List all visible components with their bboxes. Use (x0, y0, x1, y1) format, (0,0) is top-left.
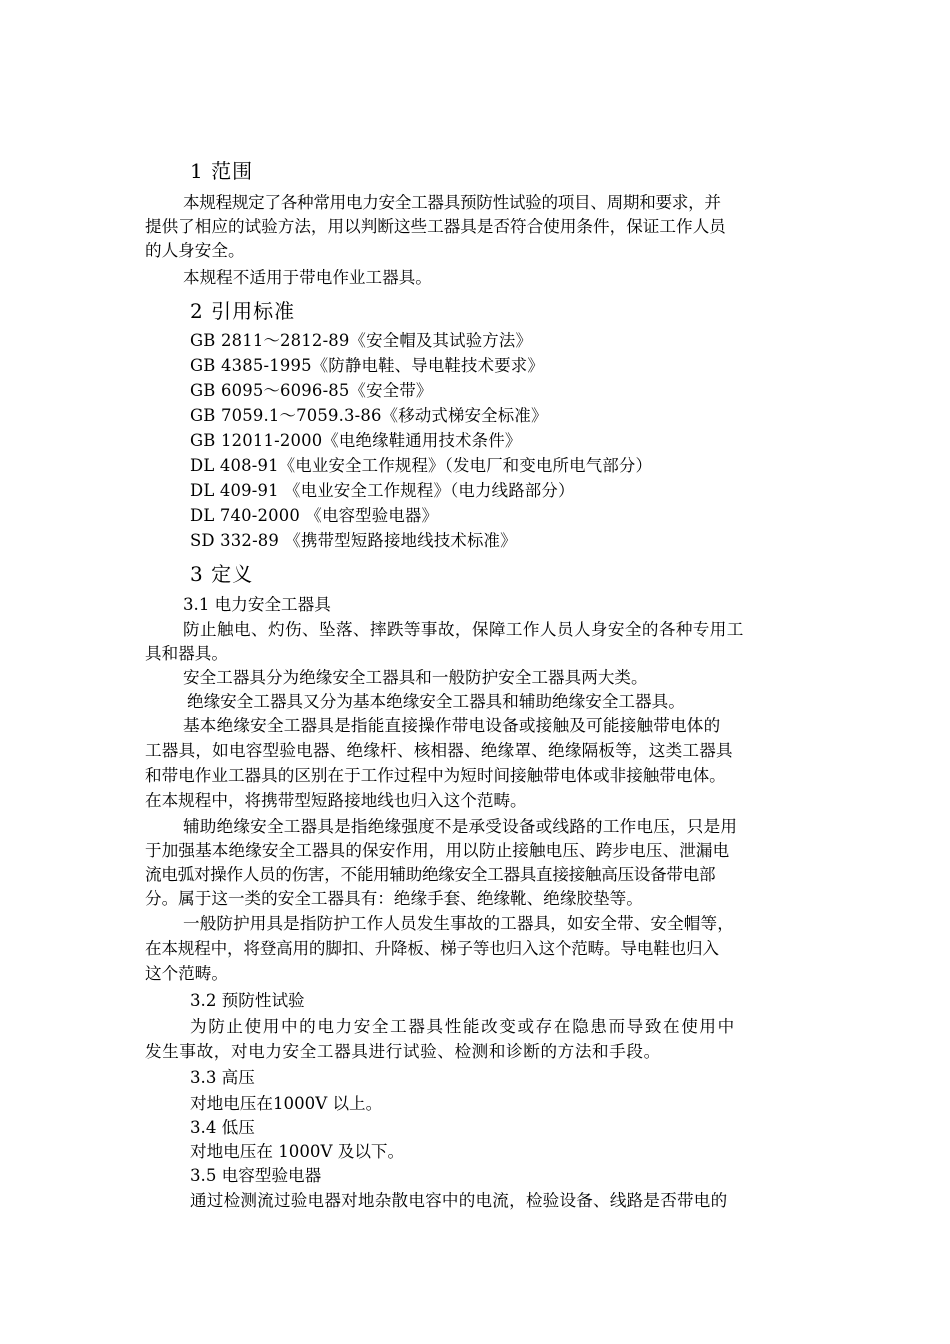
subsection-3-5-title: 3.5 电容型验电器 (190, 1166, 322, 1185)
paragraph-line: 在本规程中，将登高用的脚扣、升降板、梯子等也归入这个范畴。导电鞋也归入 (145, 939, 719, 958)
paragraph-line: 具和器具。 (145, 644, 228, 663)
paragraph-line: 和带电作业工器具的区别在于工作过程中为短时间接触带电体或非接触带电体。 (145, 766, 726, 785)
reference-item: DL 740-2000 《电容型验电器》 (190, 506, 439, 525)
paragraph-line: 分。属于这一类的安全工器具有：绝缘手套、绝缘靴、绝缘胶垫等。 (145, 889, 643, 908)
section-1-paragraph-line: 提供了相应的试验方法，用以判断这些工器具是否符合使用条件，保证工作人员 (145, 217, 726, 236)
section-1-heading: 1 范围 (190, 159, 254, 183)
paragraph-line: 于加强基本绝缘安全工器具的保安作用，用以防止接触电压、跨步电压、泄漏电 (145, 841, 730, 860)
paragraph: 安全工器具分为绝缘安全工器具和一般防护安全工器具两大类。 (183, 668, 648, 687)
reference-item: GB 6095～6096-85《安全带》 (190, 381, 433, 400)
subsection-3-2-title: 3.2 预防性试验 (190, 991, 305, 1010)
paragraph: 对地电压在 1000V 及以下。 (190, 1142, 405, 1161)
section-3-heading: 3 定义 (190, 562, 254, 586)
subsection-3-3-title: 3.3 高压 (190, 1068, 255, 1087)
paragraph-line: 防止触电、灼伤、坠落、摔跌等事故，保障工作人员人身安全的各种专用工 (183, 620, 744, 639)
section-1-paragraph-line: 的人身安全。 (145, 241, 245, 260)
section-2-heading: 2 引用标准 (190, 299, 296, 323)
reference-item: GB 2811～2812-89《安全帽及其试验方法》 (190, 331, 533, 350)
paragraph: 绝缘安全工器具又分为基本绝缘安全工器具和辅助绝缘安全工器具。 (187, 692, 685, 711)
paragraph-line: 这个范畴。 (145, 964, 228, 983)
section-1-paragraph-line: 本规程规定了各种常用电力安全工器具预防性试验的项目、周期和要求，并 (183, 193, 721, 212)
subsection-3-1-title: 3.1 电力安全工器具 (183, 595, 331, 614)
reference-item: SD 332-89 《携带型短路接地线技术标准》 (190, 531, 517, 550)
section-1-paragraph: 本规程不适用于带电作业工器具。 (183, 268, 432, 287)
paragraph-line: 在本规程中，将携带型短路接地线也归入这个范畴。 (145, 791, 527, 810)
paragraph-line: 工器具，如电容型验电器、绝缘杆、核相器、绝缘罩、绝缘隔板等，这类工器具 (145, 741, 733, 760)
paragraph: 对地电压在1000V 以上。 (190, 1094, 383, 1113)
paragraph-line: 发生事故，对电力安全工器具进行试验、检测和诊断的方法和手段。 (145, 1042, 661, 1061)
paragraph-line: 一般防护用具是指防护工作人员发生事故的工器具，如安全带、安全帽等， (183, 914, 734, 933)
paragraph-line: 为防止使用中的电力安全工器具性能改变或存在隐患而导致在使用中 (190, 1017, 736, 1036)
paragraph-line: 基本绝缘安全工器具是指能直接操作带电设备或接触及可能接触带电体的 (183, 716, 721, 735)
paragraph-line: 辅助绝缘安全工器具是指绝缘强度不是承受设备或线路的工作电压，只是用 (183, 817, 738, 836)
reference-item: DL 408-91《电业安全工作规程》（发电厂和变电所电气部分） (190, 456, 653, 475)
reference-item: GB 4385-1995《防静电鞋、导电鞋技术要求》 (190, 356, 544, 375)
reference-item: GB 7059.1～7059.3-86《移动式梯安全标准》 (190, 406, 548, 425)
subsection-3-4-title: 3.4 低压 (190, 1118, 255, 1137)
reference-item: DL 409-91 《电业安全工作规程》（电力线路部分） (190, 481, 575, 500)
paragraph-line: 通过检测流过验电器对地杂散电容中的电流，检验设备、线路是否带电的 (190, 1191, 728, 1210)
reference-item: GB 12011-2000《电绝缘鞋通用技术条件》 (190, 431, 522, 450)
paragraph-line: 流电弧对操作人员的伤害，不能用辅助绝缘安全工器具直接接触高压设备带电部 (145, 865, 716, 884)
